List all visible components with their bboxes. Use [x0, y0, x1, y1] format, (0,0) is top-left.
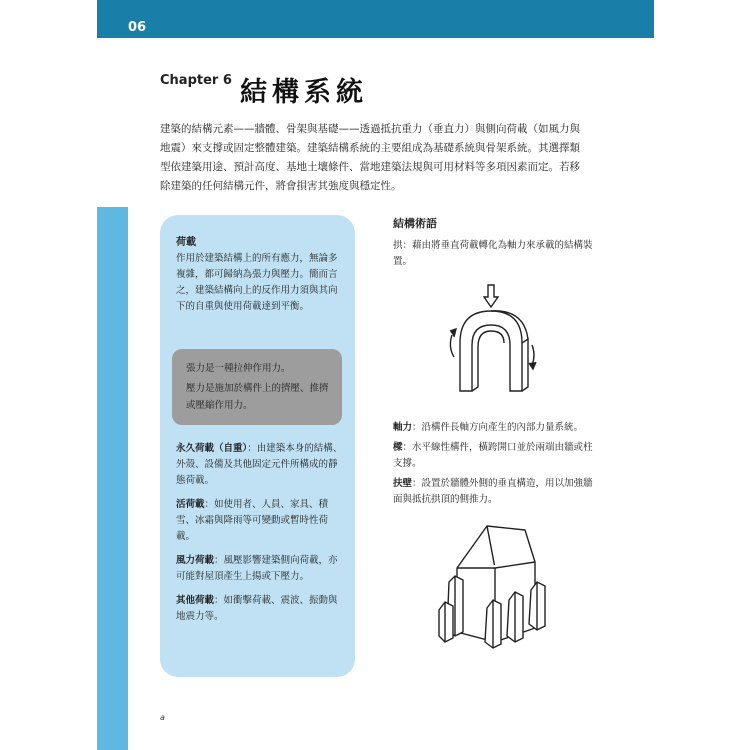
definition-text: ：如使用者、人員、家具、積雪、冰霜與降雨等可變動或暫時性荷載。	[176, 499, 329, 542]
definition-term: 扶壁	[393, 478, 413, 489]
definition-term: 活荷載	[176, 499, 205, 510]
tension-compression-box	[172, 349, 342, 425]
definition-item	[393, 440, 598, 472]
loads-heading: 荷載	[176, 237, 196, 248]
loads-card	[160, 215, 355, 677]
definition-item	[393, 420, 598, 436]
chapter-header-bar	[97, 0, 654, 38]
definition-text: ：沿構件長軸方向產生的內部力量系統。	[412, 422, 584, 433]
definition-term: 永久荷載（自重）	[176, 443, 248, 454]
chapter-label: Chapter 6	[160, 73, 232, 88]
definition-term: 樑	[393, 442, 403, 453]
structure-definitions	[393, 420, 598, 512]
definition-text: ：由建築本身的結構、外殼、設備及其他固定元件所構成的靜態荷載。	[176, 443, 343, 486]
definition-item	[393, 476, 598, 508]
definition-term: 風力荷載	[176, 555, 215, 566]
tension-text: 張力是一種拉伸作用力。	[186, 363, 291, 374]
chapter-number: 06	[128, 20, 147, 35]
chapter-title: 結構系統	[240, 77, 368, 108]
loads-paragraph: 作用於建築結構上的所有應力，無論多複雜，都可歸納為張力與壓力。簡而言之，建築結構向上的反作用力須與其向下的自重與使用荷載達到平衡。	[176, 253, 338, 312]
page-number: a	[160, 713, 165, 722]
arch-illustration	[440, 283, 540, 403]
definition-text: ：如衝擊荷載、震波、振動與地震力等。	[176, 595, 338, 622]
arch-definition: 拱：藉由將垂直荷載轉化為軸力來承載的結構裝置。	[393, 240, 593, 267]
definition-term: 其他荷載	[176, 595, 215, 606]
definition-term: 軸力	[393, 422, 413, 433]
buttress-building-illustration	[435, 520, 555, 650]
definition-item	[176, 497, 346, 545]
intro-paragraph: 建築的結構元素——牆體、骨架與基礎——透過抵抗重力（垂直力）與側向荷載（如風力與地震）來支撐或固定整體建築。建築結構系統的主要組成為基礎系統與骨架系統。其選擇類型依建築用途、預計高度、基地土壤條件、當地建築法規與可用材料等多項因素而定。若移除建築的任何結構元件，將會損害其強度與穩定性。	[160, 123, 580, 192]
definition-item	[176, 593, 346, 625]
definition-item	[176, 553, 346, 585]
compression-text: 壓力是施加於構件上的擠壓、推擠或壓縮作用力。	[186, 383, 329, 411]
terms-title: 結構術語	[393, 217, 437, 230]
definition-text: ：水平線性構件，橫跨開口並於兩端由牆或柱支撐。	[393, 442, 593, 469]
definition-text: ：設置於牆體外側的垂直構造，用以加強牆面與抵抗拱頂的側推力。	[393, 478, 593, 505]
side-accent-bar	[97, 207, 128, 750]
definition-text: ：風壓影響建築側向荷載，亦可能對屋頂產生上揚或下壓力。	[176, 555, 338, 582]
definition-item	[176, 441, 346, 489]
load-definitions	[176, 441, 346, 633]
